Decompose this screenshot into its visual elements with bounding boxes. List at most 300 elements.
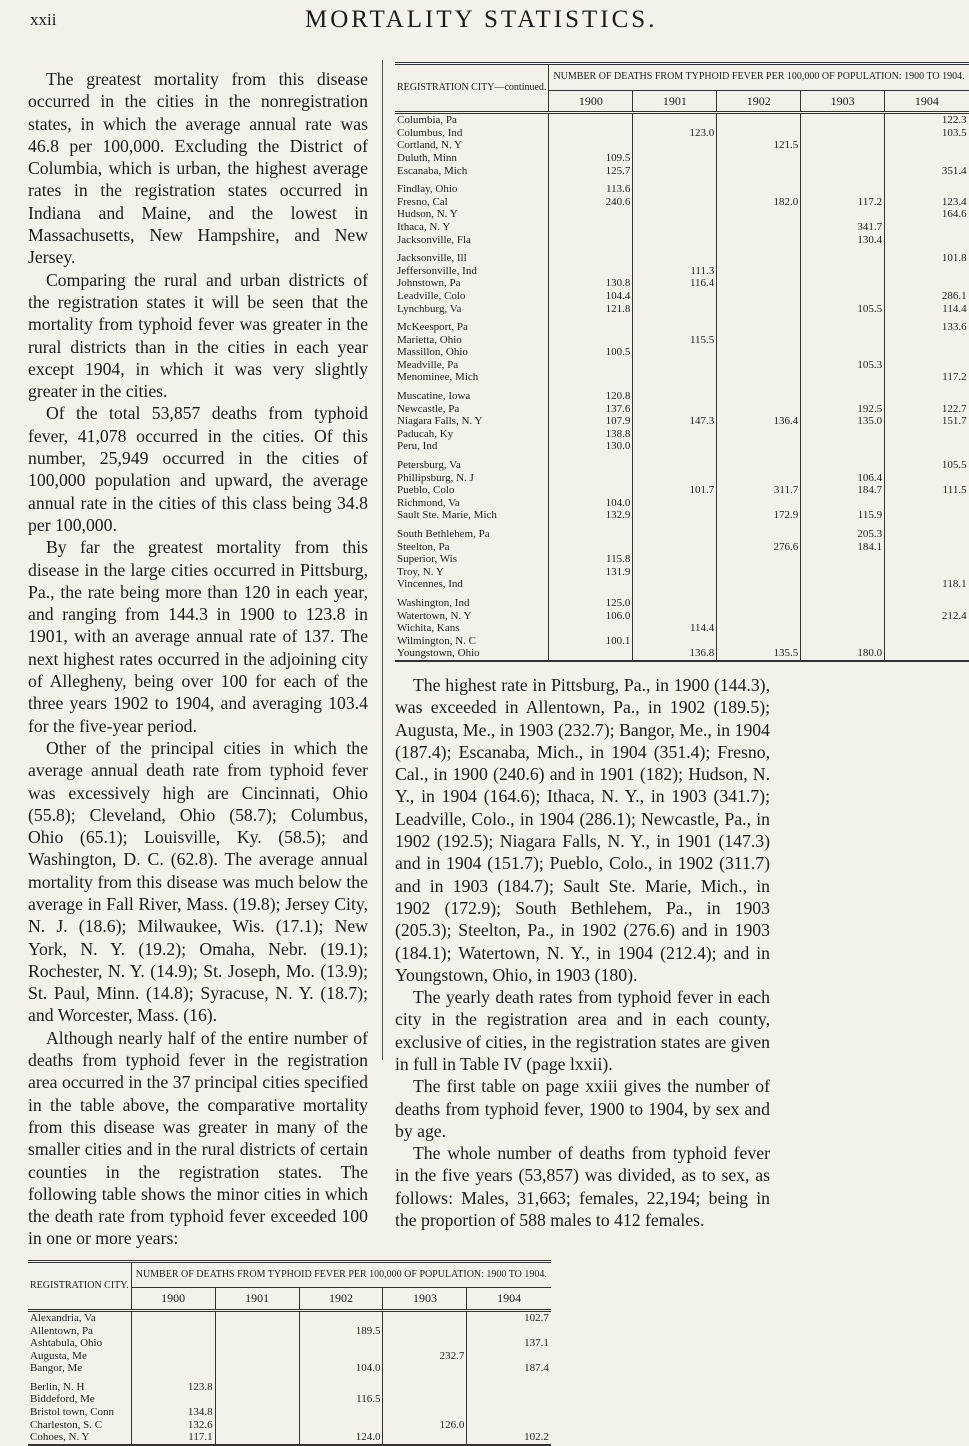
rate-cell: 105.3 — [801, 359, 885, 372]
rate-cell: 122.3 — [885, 113, 969, 127]
rate-cell — [801, 277, 885, 290]
city-cell: Peru, Ind — [397, 440, 438, 453]
rate-cell — [633, 440, 717, 453]
rate-cell — [215, 1419, 299, 1432]
rate-cell — [633, 390, 717, 403]
rate-cell — [885, 334, 969, 347]
year-header: 1901 — [633, 90, 717, 113]
table-row — [395, 390, 969, 403]
table-row — [395, 566, 969, 579]
rate-cell — [885, 234, 969, 247]
rate-cell — [717, 183, 801, 196]
table-row — [395, 196, 969, 209]
rate-cell: 111.3 — [633, 265, 717, 278]
rate-cell — [215, 1431, 299, 1445]
rate-cell — [549, 371, 633, 384]
left-text — [28, 68, 368, 1250]
rate-cell: 212.4 — [885, 610, 969, 623]
rate-cell: 164.6 — [885, 208, 969, 221]
rate-cell — [885, 183, 969, 196]
rate-cell: 192.5 — [801, 403, 885, 416]
rate-cell — [717, 113, 801, 127]
rate-cell: 117.1 — [131, 1431, 215, 1445]
rate-cell: 126.0 — [383, 1419, 467, 1432]
year-header: 1903 — [801, 90, 885, 113]
table-row — [395, 403, 969, 416]
rate-cell — [633, 208, 717, 221]
rate-cell — [717, 610, 801, 623]
rate-cell: 111.5 — [885, 484, 969, 497]
rate-cell — [633, 321, 717, 334]
table-row — [395, 334, 969, 347]
rate-cell — [299, 1310, 383, 1324]
rate-cell: 286.1 — [885, 290, 969, 303]
table-row — [395, 459, 969, 472]
rate-cell — [885, 221, 969, 234]
table-row — [395, 371, 969, 384]
year-header: 1902 — [717, 90, 801, 113]
city-cell: Meadville, Pa — [397, 358, 459, 371]
rate-cell — [467, 1325, 551, 1338]
table-row — [28, 1310, 551, 1324]
rate-cell — [801, 139, 885, 152]
rate-cell — [633, 152, 717, 165]
rate-cell — [633, 252, 717, 265]
rate-cell — [885, 472, 969, 485]
rate-cell: 172.9 — [717, 509, 801, 522]
rate-cell: 137.6 — [549, 403, 633, 416]
table-row — [395, 497, 969, 510]
rate-cell — [801, 152, 885, 165]
rate-cell — [717, 528, 801, 541]
rate-cell: 113.6 — [549, 183, 633, 196]
rate-cell: 105.5 — [885, 459, 969, 472]
rate-cell — [633, 346, 717, 359]
rate-cell — [885, 541, 969, 554]
city-cell: Hudson, N. Y — [397, 208, 458, 221]
rate-cell: 240.6 — [549, 196, 633, 209]
rate-cell — [215, 1393, 299, 1406]
table-row — [28, 1381, 551, 1394]
rate-cell — [549, 208, 633, 221]
rate-cell — [801, 127, 885, 140]
page-header — [30, 6, 780, 36]
rate-cell — [801, 334, 885, 347]
rate-cell — [215, 1406, 299, 1419]
city-cell: Bangor, Me — [30, 1362, 83, 1375]
rate-cell — [717, 566, 801, 579]
rate-cell — [131, 1325, 215, 1338]
paragraph: Other of the principal cities in which the average annual death rate from typhoid fever was excessively high are Cincinnati, Ohio (55.8); Cleveland, Ohio (58.7); Columbus, Ohio (65.1); Louisville, Ky. (58.5); and Washington, D. C. (62.8). The average annual mortality from this disease was much below the average in Fall River, Mass. (19.8); Jersey City, N. J. (18.6); Milwaukee, Wis. (17.1); New York, N. Y. (19.2); Omaha, Nebr. (19.1); Rochester, N. Y. (14.9); St. Joseph, Mo. (13.9); St. Paul, Minn. (14.8); Syracuse, N. Y. (18.7); and Worcester, Mass. (16). — [28, 737, 368, 1026]
table-row — [395, 415, 969, 428]
city-cell: Youngstown, Ohio — [397, 647, 480, 660]
rate-cell — [885, 553, 969, 566]
city-cell: Watertown, N. Y — [397, 609, 472, 622]
rate-cell — [717, 597, 801, 610]
city-cell: McKeesport, Pa — [397, 321, 468, 334]
rate-cell: 104.4 — [549, 290, 633, 303]
rate-cell: 182.0 — [717, 196, 801, 209]
rate-cell — [383, 1337, 467, 1350]
city-cell: Ithaca, N. Y — [397, 220, 451, 233]
rate-cell: 115.8 — [549, 553, 633, 566]
column-divider — [382, 60, 383, 1060]
year-header: 1904 — [885, 90, 969, 113]
rate-cell — [801, 597, 885, 610]
paragraph: Comparing the rural and urban districts of the registration states it will be seen that the mortality from typhoid fever was greater in the rural districts than in the cities in each year except 1904, in which it was very slightly greater in the cities. — [28, 269, 368, 402]
rate-cell — [885, 440, 969, 453]
city-cell: Bristol town, Conn — [30, 1406, 115, 1419]
city-cell: Menominee, Mich — [397, 371, 479, 384]
rate-cell — [549, 578, 633, 591]
rate-cell — [717, 371, 801, 384]
rate-cell: 106.0 — [549, 610, 633, 623]
rate-cell — [299, 1406, 383, 1419]
rate-cell: 147.3 — [633, 415, 717, 428]
table-row — [28, 1419, 551, 1432]
rate-cell: 121.8 — [549, 303, 633, 316]
rate-cell — [633, 183, 717, 196]
rate-cell — [801, 578, 885, 591]
table-row — [28, 1431, 551, 1445]
city-cell: Johnstown, Pa — [397, 277, 461, 290]
rate-cell — [549, 622, 633, 635]
rate-cell — [801, 183, 885, 196]
rate-cell — [633, 428, 717, 441]
city-cell: Augusta, Me — [30, 1349, 87, 1362]
rate-cell — [633, 359, 717, 372]
rate-cell — [717, 390, 801, 403]
city-cell: Lynchburg, Va — [397, 302, 462, 315]
city-cell: Marietta, Ohio — [397, 333, 462, 346]
rate-cell — [717, 346, 801, 359]
rate-cell: 102.2 — [467, 1431, 551, 1445]
rate-cell: 104.0 — [299, 1362, 383, 1375]
rate-cell — [633, 578, 717, 591]
rate-cell — [215, 1362, 299, 1375]
rate-cell — [633, 196, 717, 209]
city-cell: Escanaba, Mich — [397, 164, 468, 177]
rate-cell — [885, 497, 969, 510]
paragraph: The whole number of deaths from typhoid fever in the five years (53,857) was divided, as to sex, as follows: Males, 31,663; females, 22,194; being in the proportion of 588 males to 412 females. — [395, 1143, 770, 1231]
city-cell: Ashtabula, Ohio — [30, 1337, 103, 1350]
rate-cell: 104.0 — [549, 497, 633, 510]
rate-cell — [885, 635, 969, 648]
rate-cell: 105.5 — [801, 303, 885, 316]
rate-cell: 137.1 — [467, 1337, 551, 1350]
table-row — [395, 428, 969, 441]
rate-cell — [801, 208, 885, 221]
city-cell: Troy, N. Y — [397, 565, 444, 578]
rate-cell — [549, 359, 633, 372]
city-cell: Jeffersonville, Ind — [397, 264, 477, 277]
rate-cell — [885, 346, 969, 359]
table-row — [395, 346, 969, 359]
rate-cell — [131, 1393, 215, 1406]
city-cell: Jacksonville, Fla — [397, 233, 471, 246]
rate-cell — [717, 277, 801, 290]
rate-cell — [549, 127, 633, 140]
rate-cell — [549, 334, 633, 347]
table-row — [28, 1325, 551, 1338]
rate-cell — [549, 139, 633, 152]
rate-cell — [467, 1393, 551, 1406]
rate-cell — [885, 152, 969, 165]
city-cell: Allentown, Pa — [30, 1324, 93, 1337]
rate-cell — [633, 553, 717, 566]
rate-cell — [633, 610, 717, 623]
paragraph: The greatest mortality from this disease occurred in the cities in the nonregistration states, in which the average annual rate was 46.8 per 100,000. Excluding the District of Columbia, which is urban, the highest average rates in the registration states occurred in Indiana and Maine, and the lowest in Massachusetts, New Hampshire, and New Jersey. — [28, 69, 368, 268]
rate-cell — [885, 139, 969, 152]
table-row — [395, 484, 969, 497]
city-cell: Alexandria, Va — [30, 1311, 96, 1324]
rate-cell — [717, 165, 801, 178]
rate-cell — [299, 1350, 383, 1363]
rate-cell — [801, 553, 885, 566]
rate-cell — [131, 1337, 215, 1350]
rate-cell — [549, 113, 633, 127]
rate-cell: 341.7 — [801, 221, 885, 234]
table-row — [395, 528, 969, 541]
table-row — [28, 1406, 551, 1419]
city-cell: Wichita, Kans — [397, 622, 460, 635]
rate-cell: 124.0 — [299, 1431, 383, 1445]
rate-cell — [885, 265, 969, 278]
rate-cell: 107.9 — [549, 415, 633, 428]
city-cell: Vincennes, Ind — [397, 578, 463, 591]
rate-cell: 130.4 — [801, 234, 885, 247]
paragraph: The first table on page xxiii gives the number of deaths from typhoid fever, 1900 to 1904, by sex and by age. — [395, 1076, 770, 1141]
rate-cell: 114.4 — [885, 303, 969, 316]
rate-cell: 134.8 — [131, 1406, 215, 1419]
rate-cell — [215, 1337, 299, 1350]
table-row — [395, 113, 969, 127]
rate-cell: 116.5 — [299, 1393, 383, 1406]
rate-cell: 100.1 — [549, 635, 633, 648]
rate-cell — [633, 541, 717, 554]
rate-cell — [801, 321, 885, 334]
rate-cell — [383, 1325, 467, 1338]
rate-cell — [383, 1406, 467, 1419]
paragraph: Although nearly half of the entire number of deaths from typhoid fever in the registration area occurred in the 37 principal cities specified in the table above, the comparative mortality from this disease was greater in many of the smaller cities and in the rural districts of certain counties in the registration states. The following table shows the minor cities in which the death rate from typhoid fever exceeded 100 in one or more years: — [28, 1027, 368, 1249]
rate-cell: 276.6 — [717, 541, 801, 554]
rate-cell — [131, 1310, 215, 1324]
city-cell: Washington, Ind — [397, 596, 470, 609]
rate-cell: 121.5 — [717, 139, 801, 152]
table-row — [28, 1393, 551, 1406]
city-cell: Findlay, Ohio — [397, 183, 458, 196]
rate-cell — [717, 290, 801, 303]
rate-cell — [801, 265, 885, 278]
city-cell: Berlin, N. H — [30, 1380, 85, 1393]
rate-cell — [801, 497, 885, 510]
rate-cell — [801, 165, 885, 178]
rate-cell — [885, 509, 969, 522]
rate-cell: 205.3 — [801, 528, 885, 541]
rate-cell — [549, 234, 633, 247]
rate-cell: 116.4 — [633, 277, 717, 290]
rate-cell: 123.4 — [885, 196, 969, 209]
table-title: NUMBER OF DEATHS FROM TYPHOID FEVER PER 100,000 OF POPULATION: 1900 TO 1904. — [131, 1261, 551, 1288]
rate-cell — [717, 252, 801, 265]
rate-cell: 122.7 — [885, 403, 969, 416]
rate-cell — [633, 472, 717, 485]
rate-cell: 125.0 — [549, 597, 633, 610]
rate-cell — [549, 472, 633, 485]
rate-cell: 133.6 — [885, 321, 969, 334]
rate-cell: 130.8 — [549, 277, 633, 290]
rate-cell — [885, 359, 969, 372]
rate-cell — [633, 528, 717, 541]
rate-cell — [801, 566, 885, 579]
rate-cell — [801, 346, 885, 359]
year-header: 1904 — [467, 1288, 551, 1311]
table-row — [395, 541, 969, 554]
table-title: NUMBER OF DEATHS FROM TYPHOID FEVER PER 100,000 OF POPULATION: 1900 TO 1904. — [549, 64, 969, 91]
rate-cell: 125.7 — [549, 165, 633, 178]
minor-cities-table-continued — [395, 62, 969, 662]
rate-cell — [801, 252, 885, 265]
city-cell: South Bethlehem, Pa — [397, 528, 490, 540]
rate-cell — [549, 459, 633, 472]
table-row — [395, 440, 969, 453]
table-row — [395, 553, 969, 566]
rate-cell — [885, 597, 969, 610]
rate-cell — [383, 1431, 467, 1445]
rate-cell — [717, 553, 801, 566]
rate-cell — [549, 484, 633, 497]
rate-cell — [383, 1310, 467, 1324]
city-cell: Massillon, Ohio — [397, 346, 468, 359]
rate-cell — [633, 459, 717, 472]
rate-cell — [801, 440, 885, 453]
rate-cell — [801, 428, 885, 441]
rate-cell — [633, 221, 717, 234]
table-row — [395, 208, 969, 221]
year-header: 1900 — [131, 1288, 215, 1311]
rate-cell: 136.8 — [633, 647, 717, 661]
table-row — [28, 1337, 551, 1350]
rate-cell: 103.5 — [885, 127, 969, 140]
city-cell: Sault Ste. Marie, Mich — [397, 509, 497, 522]
city-cell: Steelton, Pa — [397, 540, 450, 553]
rate-cell — [633, 635, 717, 648]
rate-cell — [717, 622, 801, 635]
rate-cell — [215, 1381, 299, 1394]
rate-cell: 120.8 — [549, 390, 633, 403]
registration-city-header: REGISTRATION CITY—continued. — [395, 64, 549, 113]
rate-cell: 118.1 — [885, 578, 969, 591]
table-row — [395, 509, 969, 522]
city-cell: Leadville, Colo — [397, 289, 466, 302]
rate-cell — [717, 334, 801, 347]
table-row — [395, 321, 969, 334]
rate-cell — [717, 265, 801, 278]
city-cell: Duluth, Minn — [397, 151, 457, 164]
rate-cell — [885, 390, 969, 403]
rate-cell: 114.4 — [633, 622, 717, 635]
table-row — [395, 165, 969, 178]
rate-cell — [215, 1310, 299, 1324]
rate-cell — [633, 165, 717, 178]
rate-cell — [299, 1337, 383, 1350]
city-cell: Jacksonville, Ill — [397, 252, 467, 265]
rate-cell: 187.4 — [467, 1362, 551, 1375]
city-cell: Pueblo, Colo — [397, 484, 455, 497]
rate-cell — [131, 1350, 215, 1363]
city-cell: Columbia, Pa — [397, 114, 457, 127]
registration-city-header: REGISTRATION CITY. — [28, 1261, 131, 1310]
rate-cell — [633, 139, 717, 152]
city-cell: Niagara Falls, N. Y — [397, 415, 483, 428]
rate-cell — [801, 113, 885, 127]
rate-cell — [383, 1381, 467, 1394]
city-cell: Biddeford, Me — [30, 1393, 95, 1406]
table-row — [395, 139, 969, 152]
rate-cell — [717, 221, 801, 234]
city-cell: Richmond, Va — [397, 496, 460, 509]
table-row — [28, 1350, 551, 1363]
rate-cell: 100.5 — [549, 346, 633, 359]
rate-cell: 138.8 — [549, 428, 633, 441]
rate-cell: 132.9 — [549, 509, 633, 522]
table-row — [395, 265, 969, 278]
city-cell: Cohoes, N. Y — [30, 1431, 90, 1444]
city-cell: Cortland, N. Y — [397, 139, 462, 152]
rate-cell: 184.7 — [801, 484, 885, 497]
rate-cell: 106.4 — [801, 472, 885, 485]
city-cell: Newcastle, Pa — [397, 402, 460, 415]
rate-cell — [383, 1393, 467, 1406]
rate-cell — [549, 528, 633, 541]
rate-cell: 123.8 — [131, 1381, 215, 1394]
year-header: 1903 — [383, 1288, 467, 1311]
table-row — [395, 303, 969, 316]
right-text — [395, 674, 770, 1231]
city-cell: Fresno, Cal — [397, 195, 448, 208]
table-row — [395, 472, 969, 485]
minor-cities-table — [28, 1260, 551, 1446]
table-row — [395, 183, 969, 196]
rate-cell — [383, 1362, 467, 1375]
rate-cell — [717, 127, 801, 140]
rate-cell: 232.7 — [383, 1350, 467, 1363]
table-row — [395, 597, 969, 610]
year-header: 1902 — [299, 1288, 383, 1311]
rate-cell — [801, 390, 885, 403]
rate-cell: 130.0 — [549, 440, 633, 453]
rate-cell — [549, 647, 633, 661]
table-row — [395, 127, 969, 140]
rate-cell — [717, 321, 801, 334]
rate-cell: 311.7 — [717, 484, 801, 497]
table-row — [395, 647, 969, 661]
page-number: xxii — [30, 10, 57, 29]
paragraph: By far the greatest mortality from this disease in the large cities occurred in Pittsburg, Pa., the rate being more than 120 in each year, and ranging from 144.3 in 1900 to 123.8 in 1901, with an average annual rate of 137. The next highest rates occurred in the adjoining city of Allegheny, being over 100 for each of the three years 1902 to 1904, and averaging 103.4 for the five-year period. — [28, 537, 368, 736]
rate-cell — [885, 622, 969, 635]
paragraph: Of the total 53,857 deaths from typhoid fever, 41,078 occurred in the cities. Of this number, 25,949 occurred in the cities of 100,000 population and upward, the average annual rate in the cities of this class being 34.8 per 100,000. — [28, 403, 368, 535]
rate-cell — [633, 303, 717, 316]
paragraph: The highest rate in Pittsburg, Pa., in 1900 (144.3), was exceeded in Allentown, Pa., in 1902 (189.5); Augusta, Me., in 1903 (232.7); Bangor, Me., in 1904 (187.4); Escanaba, Mich., in 1904 (351.4); Fresno, Cal., in 1900 (240.6) and in 1901 (182); Hudson, N. Y., in 1904 (164.6); Ithaca, N. Y., in 1903 (341.7); Leadville, Colo., in 1904 (286.1); Newcastle, Pa., in 1902 (192.5); Niagara Falls, N. Y., in 1901 (147.3) and in 1904 (151.7); Pueblo, Colo., in 1902 (311.7) and in 1903 (184.7); Sault Ste. Marie, Mich., in 1902 (172.9); South Bethlehem, Pa., in 1903 (205.3); Steelton, Pa., in 1902 (276.6) and in 1903 (184.1); Watertown, N. Y., in 1904 (212.4); and in Youngstown, Ohio, in 1903 (180). — [395, 674, 770, 985]
rate-cell — [467, 1406, 551, 1419]
table-row — [395, 622, 969, 635]
rate-cell: 115.9 — [801, 509, 885, 522]
rate-cell — [633, 403, 717, 416]
rate-cell: 115.5 — [633, 334, 717, 347]
table-row — [395, 221, 969, 234]
table-row — [395, 277, 969, 290]
rate-cell — [801, 371, 885, 384]
